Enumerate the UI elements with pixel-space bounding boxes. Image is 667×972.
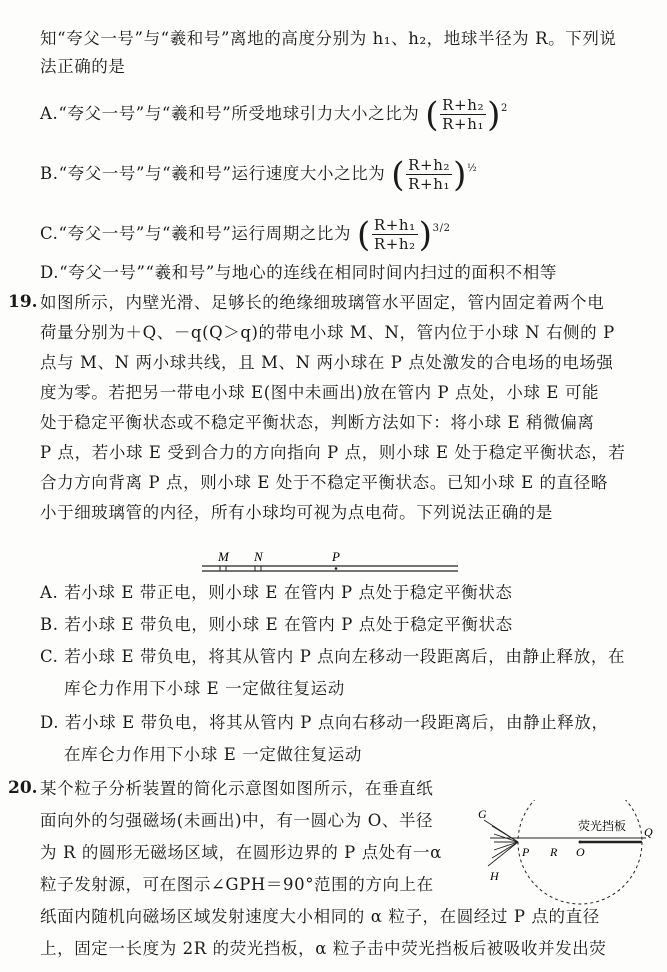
q18-option-a-text: A.“夸父一号”与“羲和号”所受地球引力大小之比为 xyxy=(40,104,420,123)
figure-label-m: M xyxy=(218,549,229,564)
q20-number: 20. xyxy=(8,778,38,798)
figure-label-o: O xyxy=(576,845,585,859)
glass-tube-figure xyxy=(200,546,460,576)
q19-line-4: 度为零。若把另一带电小球 E(图中未画出)放在管内 P 点处，小球 E 可能 xyxy=(40,383,600,402)
q19-line-1: 如图所示，内壁光滑、足够长的绝缘细玻璃管水平固定，管内固定着两个电 xyxy=(40,293,605,312)
q18-intro-line-2: 法正确的是 xyxy=(40,57,126,76)
particle-analyzer-figure xyxy=(470,800,660,910)
center-o xyxy=(579,841,582,844)
figure-label-h: H xyxy=(490,869,499,883)
q18-a-numerator: R+h₂ xyxy=(442,96,485,114)
figure-label-n: N xyxy=(254,549,263,564)
figure-label-g: G xyxy=(478,807,487,821)
q20-line-6: 上，固定一长度为 2R 的荧光挡板，α 粒子击中荧光挡板后被吸收并发出荧 xyxy=(40,939,607,958)
q18-c-denominator: R+h₂ xyxy=(373,235,416,253)
q18-option-a-fraction: ( $\frac{\text{R+h₂}}{\text{R+h₁}}$ ) 2 xyxy=(425,94,508,135)
q18-option-b-text: B.“夸父一号”与“羲和号”运行速度大小之比为 xyxy=(40,164,386,183)
figure-label-p: P xyxy=(332,549,340,564)
point-p xyxy=(335,567,338,570)
q18-a-denominator: R+h₁ xyxy=(442,115,485,133)
q20-line-5: 纸面内随机向磁场区域发射速度大小相同的 α 粒子，在圆经过 P 点的直径 xyxy=(40,907,600,926)
q19-option-c-line-2: 库仑力作用下小球 E 一定做往复运动 xyxy=(64,679,345,698)
screen-label: 荧光挡板 xyxy=(578,819,627,833)
q19-line-8: 小于细玻璃管的内径，所有小球均可视为点电荷。下列说法正确的是 xyxy=(40,503,553,522)
figure-label-p: P xyxy=(522,845,530,859)
q18-option-b-fraction: ( $\frac{\text{R+h₂}}{\text{R+h₁}}$ ) ½ xyxy=(391,154,478,195)
q19-number: 19. xyxy=(8,292,38,312)
q18-option-d: D.“夸父一号”“羲和号”与地心的连线在相同时间内扫过的面积不相等 xyxy=(40,263,557,282)
q18-c-numerator: R+h₁ xyxy=(373,216,416,234)
q18-c-exponent: 3/2 xyxy=(432,223,451,234)
q18-option-b xyxy=(40,156,647,193)
q20-line-1: 某个粒子分析装置的简化示意图如图所示，在垂直纸 xyxy=(40,779,434,798)
figure-label-q: Q xyxy=(644,825,653,839)
q20-line-3: 为 R 的圆形无磁场区域，在圆形边界的 P 点处有一α xyxy=(40,843,442,862)
q18-option-a xyxy=(40,96,647,133)
emission-rays xyxy=(484,820,518,866)
q19-line-5: 处于稳定平衡状态或不稳定平衡状态，判断方法如下：将小球 E 稍微偏离 xyxy=(40,413,595,432)
q19-line-6: P 点，若小球 E 受到合力的方向指向 P 点，则小球 E 处于稳定平衡状态，若 xyxy=(40,443,626,462)
q18-option-c xyxy=(40,216,647,253)
q18-intro-line-1: 知“夸父一号”与“羲和号”离地的高度分别为 h₁、h₂，地球半径为 R。下列说 xyxy=(40,29,617,48)
q19-option-b: B. 若小球 E 带负电，则小球 E 在管内 P 点处于稳定平衡状态 xyxy=(40,615,513,634)
q20-line-2: 面向外的匀强磁场(未画出)中，有一圆心为 O、半径 xyxy=(40,811,434,830)
q18-b-denominator: R+h₁ xyxy=(408,175,451,193)
q20-line-4: 粒子发射源，可在图示∠GPH＝90°范围的方向上在 xyxy=(40,875,434,894)
q18-a-exponent: 2 xyxy=(500,103,508,114)
q19-option-d-line-1: D. 若小球 E 带负电，将其从管内 P 点向右移动一段距离后，由静止释放， xyxy=(40,713,609,732)
q18-b-numerator: R+h₂ xyxy=(408,156,451,174)
q19-line-3: 点与 M、N 两小球共线，且 M、N 两小球在 P 点处激发的合电场的电场强 xyxy=(40,353,614,372)
ball-n xyxy=(255,566,261,571)
q19-option-a: A. 若小球 E 带正电，则小球 E 在管内 P 点处于稳定平衡状态 xyxy=(40,583,513,602)
q19-option-d-line-2: 在库仑力作用下小球 E 一定做往复运动 xyxy=(64,745,362,764)
ball-m xyxy=(220,566,226,571)
figure-label-r: R xyxy=(550,845,558,859)
q19-line-2: 荷量分别为＋Q、－q(Q＞q)的带电小球 M、N，管内位于小球 N 右侧的 P xyxy=(40,323,615,342)
q19-option-c-line-1: C. 若小球 E 带负电，将其从管内 P 点向左移动一段距离后，由静止释放，在 xyxy=(40,647,626,666)
q18-option-c-text: C.“夸父一号”与“羲和号”运行周期之比为 xyxy=(40,224,352,243)
q18-option-c-fraction: ( $\frac{\text{R+h₁}}{\text{R+h₂}}$ ) 3/2 xyxy=(356,214,451,255)
q18-b-exponent: ½ xyxy=(466,163,478,174)
q19-line-7: 合力方向背离 P 点，则小球 E 处于不稳定平衡状态。已知小球 E 的直径略 xyxy=(40,473,608,492)
